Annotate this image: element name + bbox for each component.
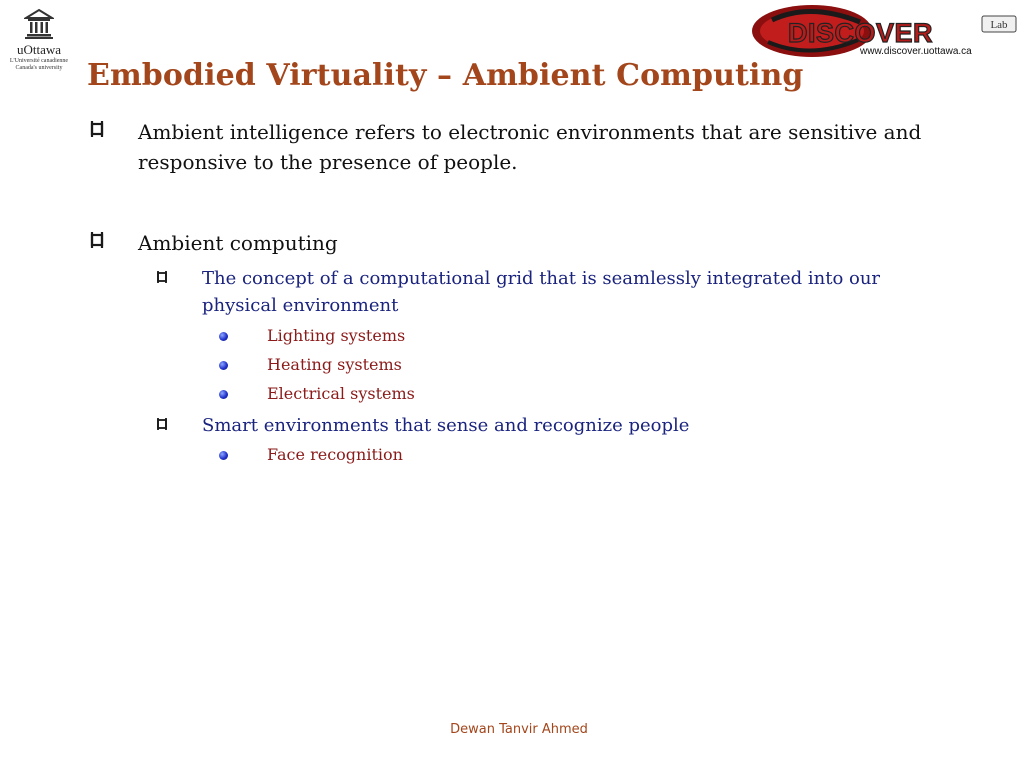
bullet-text: Lighting systems [267, 326, 406, 345]
university-building-icon [24, 8, 54, 40]
discover-wordmark: DISCOVER [788, 18, 934, 48]
square-bracket-bullet-icon [155, 417, 169, 431]
blue-sphere-bullet-icon [219, 361, 228, 370]
uottawa-tagline-en: Canada's university [15, 65, 63, 71]
square-bracket-bullet-icon [88, 231, 106, 249]
footer-author: Dewan Tanvir Ahmed [450, 722, 588, 737]
uottawa-logo [8, 8, 70, 72]
discover-url: www.discover.uottawa.ca [860, 46, 972, 57]
bullet-text: Heating systems [267, 355, 402, 374]
bullet-text: Smart environments that sense and recognize people [202, 415, 690, 436]
bullet-text: Ambient intelligence refers to electronic environments that are sensitive and responsive to the presence of people. [138, 120, 922, 174]
uottawa-name: uOttawa [16, 42, 62, 57]
uottawa-tagline-fr: L'Université canadienne [9, 58, 69, 64]
bullet-text: Ambient computing [138, 231, 338, 255]
slide-title: Embodied Virtuality – Ambient Computing [87, 58, 804, 93]
blue-sphere-bullet-icon [219, 390, 228, 399]
discover-lab-logo [750, 2, 1022, 60]
square-bracket-bullet-icon [155, 270, 169, 284]
blue-sphere-bullet-icon [219, 451, 228, 460]
bullet-text: Face recognition [267, 445, 403, 464]
square-bracket-bullet-icon [88, 120, 106, 138]
bullet-text: The concept of a computational grid that is seamlessly integrated into our physical environment [202, 268, 881, 316]
discover-lab-label: Lab [990, 19, 1008, 31]
blue-sphere-bullet-icon [219, 332, 228, 341]
bullet-text: Electrical systems [267, 384, 415, 403]
